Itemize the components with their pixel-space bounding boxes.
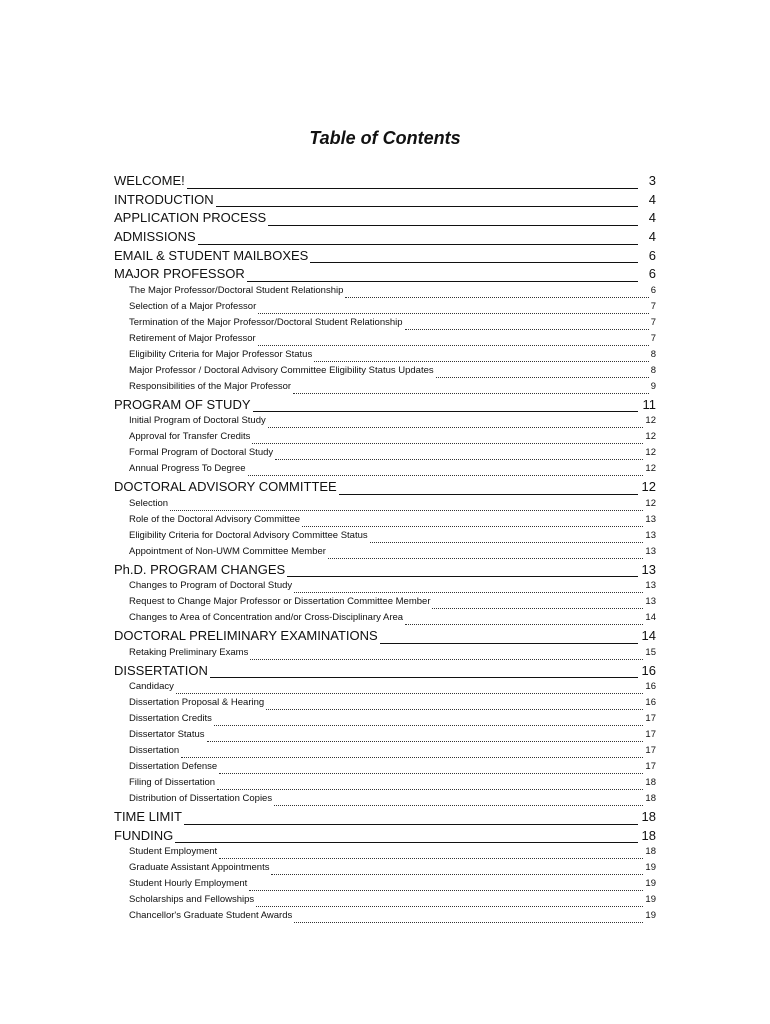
toc-subsection-entry[interactable] bbox=[114, 761, 656, 777]
toc-page-number: 18 bbox=[641, 808, 656, 824]
toc-subsection-entry[interactable] bbox=[114, 713, 656, 729]
leader-dots bbox=[432, 608, 643, 609]
leader-dots bbox=[275, 459, 643, 460]
leader-line bbox=[253, 411, 638, 412]
toc-entry-title: Dissertator Status bbox=[129, 729, 205, 741]
toc-page-number: 13 bbox=[645, 580, 656, 592]
toc-entry-title: Ph.D. PROGRAM CHANGES bbox=[114, 561, 286, 577]
toc-page-number: 11 bbox=[642, 396, 656, 412]
toc-entry-title: Filing of Dissertation bbox=[129, 777, 216, 788]
toc-subsection-entry[interactable] bbox=[114, 745, 656, 761]
toc-page-number: 7 bbox=[650, 317, 656, 328]
toc-page-number: 16 bbox=[645, 697, 656, 709]
toc-entry-title: Candidacy bbox=[129, 681, 174, 693]
toc-entry-title: Dissertation bbox=[129, 745, 180, 757]
leader-dots bbox=[436, 377, 649, 378]
toc-entry-title: MAJOR PROFESSOR bbox=[114, 266, 245, 282]
toc-subsection-entry[interactable] bbox=[114, 301, 656, 317]
toc-subsection-entry[interactable] bbox=[114, 910, 656, 926]
toc-section-entry[interactable] bbox=[114, 809, 656, 828]
toc-page-number: 19 bbox=[645, 862, 656, 874]
toc-page-number: 19 bbox=[645, 878, 656, 890]
leader-dots bbox=[217, 789, 643, 790]
leader-line bbox=[210, 677, 638, 678]
leader-dots bbox=[314, 361, 649, 362]
toc-page-number: 3 bbox=[648, 173, 656, 188]
toc-subsection-entry[interactable] bbox=[114, 447, 656, 463]
toc-section-entry[interactable] bbox=[114, 628, 656, 647]
toc-page-number: 8 bbox=[650, 348, 656, 360]
toc-entry-title: PROGRAM OF STUDY bbox=[114, 396, 251, 412]
toc-entry-title: Formal Program of Doctoral Study bbox=[129, 447, 274, 459]
toc-subsection-entry[interactable] bbox=[114, 514, 656, 530]
toc-page-number: 16 bbox=[645, 681, 656, 693]
leader-dots bbox=[268, 427, 644, 428]
toc-subsection-entry[interactable] bbox=[114, 894, 656, 910]
leader-dots bbox=[250, 659, 643, 660]
toc-page-number: 12 bbox=[645, 415, 656, 427]
toc-entry-title: Chancellor's Graduate Student Awards bbox=[129, 910, 293, 921]
leader-dots bbox=[274, 805, 643, 806]
toc-entry-title: Selection of a Major Professor bbox=[129, 301, 257, 313]
toc-subsection-entry[interactable] bbox=[114, 333, 656, 349]
toc-page-number: 6 bbox=[648, 247, 656, 263]
toc-section-entry[interactable] bbox=[114, 173, 656, 192]
toc-entry-title: Request to Change Major Professor or Dissertation Committee Member bbox=[129, 596, 431, 608]
leader-line bbox=[268, 225, 638, 226]
toc-entry-title: DOCTORAL ADVISORY COMMITTEE bbox=[114, 479, 337, 495]
toc-subsection-entry[interactable] bbox=[114, 697, 656, 713]
toc-section-entry[interactable] bbox=[114, 828, 656, 847]
toc-section-entry[interactable] bbox=[114, 248, 656, 267]
toc-subsection-entry[interactable] bbox=[114, 596, 656, 612]
toc-section-entry[interactable] bbox=[114, 663, 656, 682]
toc-entry-title: Student Employment bbox=[129, 846, 218, 858]
toc-section-entry[interactable] bbox=[114, 192, 656, 211]
toc-page-number: 16 bbox=[641, 662, 656, 678]
toc-subsection-entry[interactable] bbox=[114, 681, 656, 697]
toc-entry-title: Termination of the Major Professor/Doctoral Student Relationship bbox=[129, 317, 403, 328]
toc-subsection-entry[interactable] bbox=[114, 878, 656, 894]
toc-page-number: 6 bbox=[648, 266, 656, 282]
leader-dots bbox=[214, 725, 644, 726]
toc-page-number: 12 bbox=[645, 431, 656, 443]
toc-page-number: 15 bbox=[645, 646, 656, 658]
toc-page-number: 17 bbox=[645, 745, 656, 757]
toc-page-number: 13 bbox=[645, 545, 656, 557]
toc-entry-title: Initial Program of Doctoral Study bbox=[129, 415, 266, 427]
toc-entry-title: DISSERTATION bbox=[114, 662, 208, 678]
toc-page-number: 7 bbox=[650, 301, 656, 313]
toc-entry-title: Changes to Program of Doctoral Study bbox=[129, 580, 293, 592]
toc-subsection-entry[interactable] bbox=[114, 431, 656, 447]
toc-entry-title: Annual Progress To Degree bbox=[129, 463, 246, 475]
toc-subsection-entry[interactable] bbox=[114, 647, 656, 663]
leader-line bbox=[287, 576, 637, 577]
toc-page-number: 13 bbox=[641, 561, 656, 577]
toc-subsection-entry[interactable] bbox=[114, 381, 656, 397]
toc-entry-title: Retaking Preliminary Exams bbox=[129, 646, 249, 658]
toc-entry-title: FUNDING bbox=[114, 827, 174, 843]
toc-entry-title: Major Professor / Doctoral Advisory Committee Eligibility Status Updates bbox=[129, 364, 434, 376]
toc-page-number: 8 bbox=[650, 364, 656, 376]
leader-dots bbox=[248, 475, 644, 476]
toc-page-number: 12 bbox=[645, 463, 656, 475]
leader-line bbox=[339, 494, 638, 495]
toc-entry-title: Eligibility Criteria for Major Professor Status bbox=[129, 348, 313, 360]
toc-section-entry[interactable] bbox=[114, 397, 656, 416]
leader-dots bbox=[258, 345, 649, 346]
toc-entry-title: Selection bbox=[129, 497, 169, 509]
toc-entry-title: The Major Professor/Doctoral Student Relationship bbox=[129, 285, 344, 297]
toc-page-number: 4 bbox=[648, 210, 656, 226]
table-of-contents bbox=[114, 173, 656, 926]
toc-page-number: 18 bbox=[641, 827, 656, 843]
toc-entry-title: Changes to Area of Concentration and/or Cross-Disciplinary Area bbox=[129, 612, 404, 624]
leader-line bbox=[187, 188, 638, 189]
toc-subsection-entry[interactable] bbox=[114, 349, 656, 365]
leader-line bbox=[198, 244, 638, 245]
toc-page-number: 13 bbox=[645, 596, 656, 608]
leader-line bbox=[184, 824, 638, 825]
toc-entry-title: Approval for Transfer Credits bbox=[129, 431, 251, 443]
toc-entry-title: Distribution of Dissertation Copies bbox=[129, 792, 273, 804]
leader-dots bbox=[176, 693, 644, 694]
leader-dots bbox=[181, 757, 643, 758]
toc-subsection-entry[interactable] bbox=[114, 862, 656, 878]
toc-entry-title: Role of the Doctoral Advisory Committee bbox=[129, 513, 301, 525]
toc-section-entry[interactable] bbox=[114, 479, 656, 498]
leader-dots bbox=[370, 542, 644, 543]
leader-dots bbox=[328, 558, 644, 559]
toc-entry-title: EMAIL & STUDENT MAILBOXES bbox=[114, 247, 309, 263]
toc-entry-title: Dissertation Proposal & Hearing bbox=[129, 697, 265, 709]
toc-subsection-entry[interactable] bbox=[114, 365, 656, 381]
toc-subsection-entry[interactable] bbox=[114, 463, 656, 479]
leader-line bbox=[175, 842, 637, 843]
toc-subsection-entry[interactable] bbox=[114, 612, 656, 628]
toc-subsection-entry[interactable] bbox=[114, 846, 656, 862]
toc-entry-title: ADMISSIONS bbox=[114, 229, 196, 245]
leader-line bbox=[310, 262, 638, 263]
leader-line bbox=[247, 281, 638, 282]
toc-subsection-entry[interactable] bbox=[114, 415, 656, 431]
toc-page-number: 6 bbox=[650, 285, 656, 297]
leader-dots bbox=[293, 393, 649, 394]
leader-dots bbox=[345, 297, 648, 298]
leader-dots bbox=[405, 624, 643, 625]
leader-dots bbox=[252, 443, 643, 444]
toc-entry-title: WELCOME! bbox=[114, 173, 185, 188]
toc-section-entry[interactable] bbox=[114, 562, 656, 581]
toc-section-entry[interactable] bbox=[114, 229, 656, 248]
toc-page-number: 18 bbox=[645, 792, 656, 804]
toc-subsection-entry[interactable] bbox=[114, 729, 656, 745]
toc-subsection-entry[interactable] bbox=[114, 777, 656, 793]
toc-section-entry[interactable] bbox=[114, 266, 656, 285]
toc-entry-title: Graduate Assistant Appointments bbox=[129, 862, 270, 874]
leader-dots bbox=[271, 874, 643, 875]
toc-subsection-entry[interactable] bbox=[114, 546, 656, 562]
toc-page-number: 13 bbox=[645, 513, 656, 525]
toc-page-number: 14 bbox=[641, 628, 656, 644]
toc-page-number: 4 bbox=[648, 229, 656, 245]
toc-page-number: 14 bbox=[645, 612, 656, 624]
toc-page-number: 7 bbox=[650, 332, 656, 344]
toc-page-number: 4 bbox=[648, 191, 656, 207]
toc-page-number: 17 bbox=[645, 729, 656, 741]
toc-page-number: 18 bbox=[645, 846, 656, 858]
leader-dots bbox=[294, 922, 643, 923]
toc-entry-title: Eligibility Criteria for Doctoral Advisory Committee Status bbox=[129, 529, 368, 541]
leader-dots bbox=[207, 741, 644, 742]
leader-dots bbox=[294, 592, 643, 593]
leader-dots bbox=[219, 773, 643, 774]
toc-subsection-entry[interactable] bbox=[114, 498, 656, 514]
toc-page-number: 17 bbox=[645, 761, 656, 773]
toc-entry-title: Retirement of Major Professor bbox=[129, 332, 256, 344]
toc-page-number: 12 bbox=[641, 479, 656, 495]
toc-page-number: 17 bbox=[645, 713, 656, 725]
toc-page-number: 12 bbox=[645, 447, 656, 459]
toc-subsection-entry[interactable] bbox=[114, 530, 656, 546]
leader-dots bbox=[170, 510, 643, 511]
toc-page-number: 19 bbox=[645, 910, 656, 921]
toc-entry-title: Appointment of Non-UWM Committee Member bbox=[129, 545, 326, 557]
toc-entry-title: Dissertation Credits bbox=[129, 713, 212, 725]
toc-entry-title: Dissertation Defense bbox=[129, 761, 218, 773]
toc-subsection-entry[interactable] bbox=[114, 580, 656, 596]
toc-subsection-entry[interactable] bbox=[114, 793, 656, 809]
toc-page-number: 13 bbox=[645, 529, 656, 541]
toc-page-number: 18 bbox=[645, 777, 656, 788]
leader-dots bbox=[249, 890, 643, 891]
toc-section-entry[interactable] bbox=[114, 210, 656, 229]
toc-page-number: 12 bbox=[645, 497, 656, 509]
leader-dots bbox=[256, 906, 643, 907]
leader-dots bbox=[219, 858, 643, 859]
toc-entry-title: Student Hourly Employment bbox=[129, 878, 248, 890]
toc-entry-title: Responsibilities of the Major Professor bbox=[129, 380, 292, 392]
leader-dots bbox=[266, 709, 643, 710]
toc-entry-title: DOCTORAL PRELIMINARY EXAMINATIONS bbox=[114, 628, 378, 644]
leader-dots bbox=[302, 526, 643, 527]
toc-subsection-entry[interactable] bbox=[114, 285, 656, 301]
toc-entry-title: Scholarships and Fellowships bbox=[129, 894, 255, 906]
toc-entry-title: INTRODUCTION bbox=[114, 191, 214, 207]
toc-page-number: 9 bbox=[650, 380, 656, 392]
page-title: Table of Contents bbox=[309, 128, 461, 148]
toc-entry-title: TIME LIMIT bbox=[114, 808, 182, 824]
toc-subsection-entry[interactable] bbox=[114, 317, 656, 333]
toc-entry-title: APPLICATION PROCESS bbox=[114, 210, 267, 226]
leader-dots bbox=[405, 329, 649, 330]
leader-line bbox=[380, 643, 638, 644]
leader-dots bbox=[258, 313, 648, 314]
leader-line bbox=[216, 206, 638, 207]
toc-page-number: 19 bbox=[645, 894, 656, 906]
